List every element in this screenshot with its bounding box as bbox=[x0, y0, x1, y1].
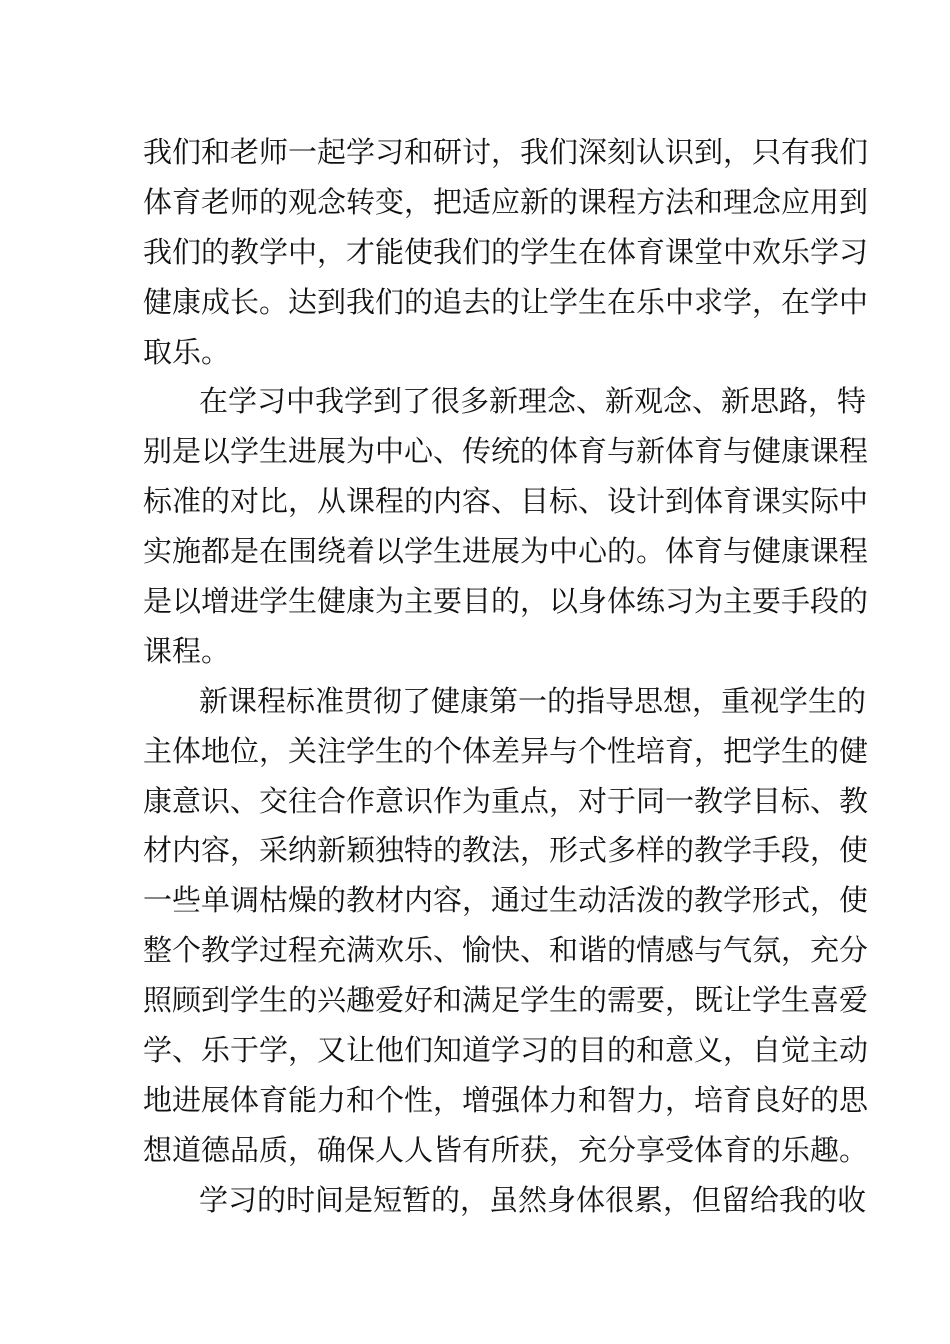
text-line: 我们的教学中，才能使我们的学生在体育课堂中欢乐学习 bbox=[143, 234, 869, 269]
text-line: 我们和老师一起学习和研讨，我们深刻认识到，只有我们 bbox=[143, 135, 869, 169]
text-line: 照顾到学生的兴趣爱好和满足学生的需要，既让学生喜爱 bbox=[143, 983, 869, 1018]
text-line: 别是以学生进展为中心、传统的体育与新体育与健康课程 bbox=[143, 434, 869, 469]
text-line: 实施都是在围绕着以学生进展为中心的。体育与健康课程 bbox=[143, 534, 869, 569]
text-line: 主体地位，关注学生的个体差异与个性培育，把学生的健 bbox=[143, 733, 869, 768]
text-line: 地进展体育能力和个性，增强体力和智力，培育良好的思 bbox=[143, 1082, 869, 1117]
text-line: 在学习中我学到了很多新理念、新观念、新思路，特 bbox=[199, 384, 867, 419]
text-line: 是以增进学生健康为主要目的，以身体练习为主要手段的 bbox=[143, 584, 869, 619]
text-line: 学习的时间是短暂的，虽然身体很累，但留给我的收 bbox=[199, 1182, 867, 1217]
text-line: 标准的对比，从课程的内容、目标、设计到体育课实际中 bbox=[143, 484, 869, 519]
text-line: 材内容，采纳新颖独特的教法，形式多样的教学手段，使 bbox=[143, 833, 869, 868]
text-line: 整个教学过程充满欢乐、愉快、和谐的情感与气氛，充分 bbox=[143, 933, 869, 968]
document-body bbox=[143, 128, 869, 1226]
text-line: 学、乐于学，又让他们知道学习的目的和意义，自觉主动 bbox=[143, 1033, 869, 1068]
text-line: 一些单调枯燥的教材内容，通过生动活泼的教学形式，使 bbox=[143, 883, 869, 918]
text-line: 康意识、交往合作意识作为重点，对于同一教学目标、教 bbox=[143, 783, 869, 818]
text-line: 取乐。 bbox=[143, 334, 231, 369]
text-line: 体育老师的观念转变，把适应新的课程方法和理念应用到 bbox=[143, 184, 869, 219]
text-line: 课程。 bbox=[143, 633, 231, 668]
text-line: 健康成长。达到我们的追去的让学生在乐中求学，在学中 bbox=[143, 284, 869, 319]
text-line: 想道德品质，确保人人皆有所获，充分享受体育的乐趣。 bbox=[143, 1132, 869, 1167]
text-line: 新课程标准贯彻了健康第一的指导思想，重视学生的 bbox=[199, 683, 867, 718]
